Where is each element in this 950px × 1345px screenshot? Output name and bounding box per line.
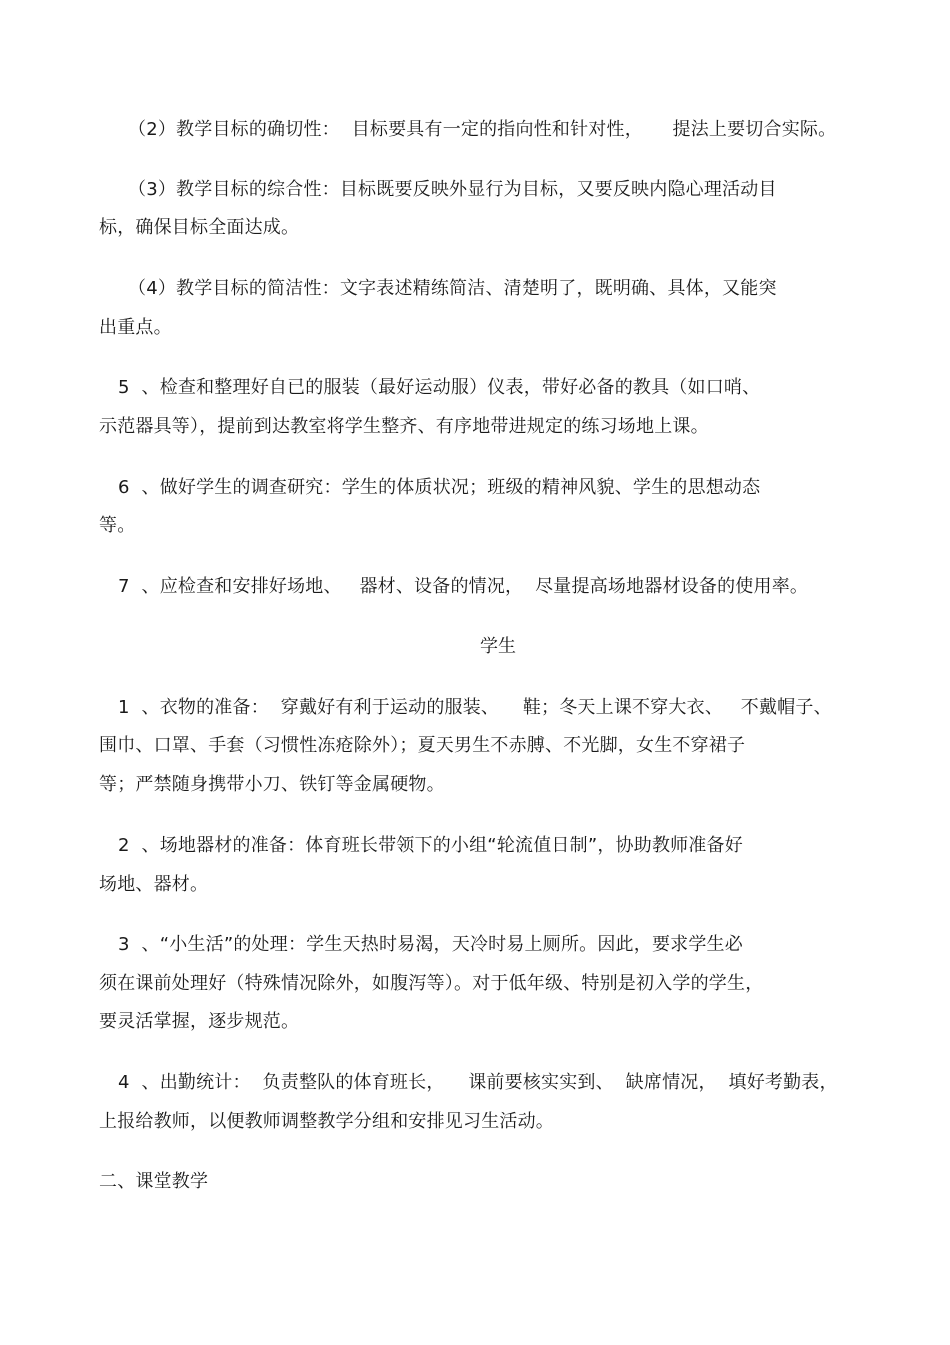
student-item-4-line1: 4 、出勤统计： 负责整队的体育班长， 课前要核实实到、 缺席情况， 填好考勤表， <box>118 1072 838 1093</box>
item-7: 7 、应检查和安排好场地、 器材、设备的情况， 尽量提高场地器材设备的使用率。 <box>118 576 809 597</box>
paragraph-goal-comprehensive-line2: 标，确保目标全面达成。 <box>99 217 300 238</box>
student-item-1-line1: 1 、衣物的准备： 穿戴好有利于运动的服装、 鞋；冬天上课不穿大衣、 不戴帽子、 <box>118 697 832 718</box>
paragraph-goal-comprehensive-line1: （3）教学目标的综合性：目标既要反映外显行为目标，又要反映内隐心理活动目 <box>128 179 777 200</box>
student-item-1-line2: 围巾、口罩、手套（习惯性冻疮除外）；夏天男生不赤膊、不光脚，女生不穿裙子 <box>99 735 746 756</box>
paragraph-goal-accuracy: （2）教学目标的确切性： 目标要具有一定的指向性和针对性， 提法上要切合实际。 <box>128 119 837 140</box>
student-item-1-line3: 等；严禁随身携带小刀、铁钉等金属硬物。 <box>99 774 445 795</box>
item-5-line2: 示范器具等），提前到达教室将学生整齐、有序地带进规定的练习场地上课。 <box>99 416 709 437</box>
student-item-4-line2: 上报给教师，以便教师调整教学分组和安排见习生活动。 <box>99 1111 554 1132</box>
paragraph-goal-concise-line2: 出重点。 <box>99 317 172 338</box>
item-6-line2: 等。 <box>99 515 136 536</box>
section-heading-students: 学生 <box>480 636 516 657</box>
student-item-3-line3: 要灵活掌握，逐步规范。 <box>99 1011 300 1032</box>
student-item-3-line1: 3 、“小生活”的处理：学生天热时易渴，天冷时易上厕所。因此，要求学生必 <box>118 934 743 955</box>
student-item-2-line2: 场地、器材。 <box>99 874 209 895</box>
section-heading-classroom: 二、课堂教学 <box>99 1171 209 1192</box>
student-item-3-line2: 须在课前处理好（特殊情况除外，如腹泻等）。对于低年级、特别是初入学的学生， <box>99 973 764 994</box>
paragraph-goal-concise-line1: （4）教学目标的简洁性：文字表述精练简洁、清楚明了，既明确、具体，又能突 <box>128 278 777 299</box>
item-6-line1: 6 、做好学生的调查研究：学生的体质状况；班级的精神风貌、学生的思想动态 <box>118 477 761 498</box>
student-item-2-line1: 2 、场地器材的准备：体育班长带领下的小组“轮流值日制”，协助教师准备好 <box>118 835 743 856</box>
item-5-line1: 5 、检查和整理好自已的服装（最好运动服）仪表，带好必备的教具（如口哨、 <box>118 377 761 398</box>
